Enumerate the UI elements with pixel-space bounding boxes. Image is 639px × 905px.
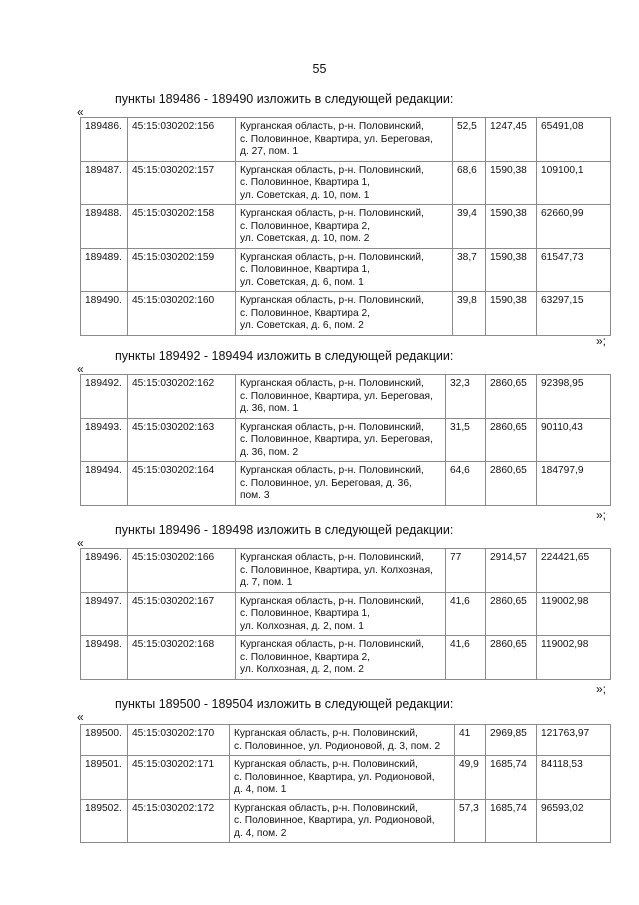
row-number-cell: 189496. <box>81 549 128 593</box>
table-row <box>81 205 611 249</box>
open-quote: « <box>77 362 84 376</box>
cadastral-number-cell: 45:15:030202:168 <box>128 636 236 680</box>
rate-cell: 1590,38 <box>486 292 537 336</box>
area-cell: 38,7 <box>453 248 486 292</box>
cadastral-number-cell: 45:15:030202:164 <box>128 462 236 506</box>
table-row <box>81 292 611 336</box>
area-cell: 57,3 <box>455 799 486 843</box>
table-row <box>81 725 611 756</box>
cadastral-number-cell: 45:15:030202:159 <box>128 248 236 292</box>
cadastral-number-cell: 45:15:030202:171 <box>128 756 230 800</box>
section-heading: пункты 189500 - 189504 изложить в следующей редакции: <box>115 697 454 711</box>
close-quote: »; <box>596 508 607 522</box>
address-cell: Курганская область, р-н. Половинский, с. Половинное, Квартира 1, ул. Советская, д. 6, пом. 1 <box>236 248 453 292</box>
rate-cell: 2860,65 <box>486 462 537 506</box>
cadastral-value-cell: 184797,9 <box>537 462 611 506</box>
section-heading: пункты 189492 - 189494 изложить в следующей редакции: <box>115 349 454 363</box>
area-cell: 49,9 <box>455 756 486 800</box>
table-row <box>81 375 611 419</box>
address-cell: Курганская область, р-н. Половинский, с. Половинное, Квартира 2, ул. Советская, д. 10, пом. 2 <box>236 205 453 249</box>
row-number-cell: 189487. <box>81 161 128 205</box>
row-number-cell: 189493. <box>81 418 128 462</box>
cadastral-number-cell: 45:15:030202:156 <box>128 118 236 162</box>
registry-table <box>80 117 611 336</box>
cadastral-number-cell: 45:15:030202:166 <box>128 549 236 593</box>
rate-cell: 2914,57 <box>486 549 537 593</box>
table-row <box>81 248 611 292</box>
area-cell: 41,6 <box>446 592 486 636</box>
registry-table <box>80 374 611 506</box>
open-quote: « <box>77 105 84 119</box>
cadastral-value-cell: 90110,43 <box>537 418 611 462</box>
cadastral-value-cell: 119002,98 <box>537 636 611 680</box>
cadastral-number-cell: 45:15:030202:160 <box>128 292 236 336</box>
section-heading: пункты 189486 - 189490 изложить в следующей редакции: <box>115 92 454 106</box>
address-cell: Курганская область, р-н. Половинский, с. Половинное, ул. Родионовой, д. 3, пом. 2 <box>230 725 455 756</box>
row-number-cell: 189488. <box>81 205 128 249</box>
cadastral-number-cell: 45:15:030202:157 <box>128 161 236 205</box>
area-cell: 39,4 <box>453 205 486 249</box>
cadastral-value-cell: 224421,65 <box>537 549 611 593</box>
rate-cell: 2860,65 <box>486 418 537 462</box>
cadastral-value-cell: 62660,99 <box>537 205 611 249</box>
rate-cell: 1590,38 <box>486 248 537 292</box>
rate-cell: 1590,38 <box>486 205 537 249</box>
cadastral-number-cell: 45:15:030202:167 <box>128 592 236 636</box>
row-number-cell: 189490. <box>81 292 128 336</box>
address-cell: Курганская область, р-н. Половинский, с. Половинное, Квартира, ул. Колхозная, д. 7, пом. 1 <box>236 549 446 593</box>
area-cell: 68,6 <box>453 161 486 205</box>
address-cell: Курганская область, р-н. Половинский, с. Половинное, Квартира, ул. Береговая, д. 36, пом. 2 <box>236 418 446 462</box>
table-row <box>81 549 611 593</box>
cadastral-value-cell: 96593,02 <box>537 799 611 843</box>
cadastral-value-cell: 65491,08 <box>537 118 611 162</box>
row-number-cell: 189497. <box>81 592 128 636</box>
cadastral-value-cell: 121763,97 <box>537 725 611 756</box>
close-quote: »; <box>596 682 607 696</box>
rate-cell: 1685,74 <box>486 799 537 843</box>
area-cell: 31,5 <box>446 418 486 462</box>
open-quote: « <box>77 710 84 724</box>
address-cell: Курганская область, р-н. Половинский, с. Половинное, Квартира 1, ул. Колхозная, д. 2, пом. 1 <box>236 592 446 636</box>
address-cell: Курганская область, р-н. Половинский, с. Половинное, Квартира 1, ул. Советская, д. 10, пом. 1 <box>236 161 453 205</box>
cadastral-number-cell: 45:15:030202:158 <box>128 205 236 249</box>
cadastral-value-cell: 119002,98 <box>537 592 611 636</box>
area-cell: 41 <box>455 725 486 756</box>
rate-cell: 1247,45 <box>486 118 537 162</box>
cadastral-number-cell: 45:15:030202:162 <box>128 375 236 419</box>
address-cell: Курганская область, р-н. Половинский, с. Половинное, Квартира 2, ул. Колхозная, д. 2, пом. 2 <box>236 636 446 680</box>
address-cell: Курганская область, р-н. Половинский, с. Половинное, Квартира, ул. Родионовой, д. 4, пом. 2 <box>230 799 455 843</box>
row-number-cell: 189489. <box>81 248 128 292</box>
row-number-cell: 189500. <box>81 725 128 756</box>
cadastral-value-cell: 63297,15 <box>537 292 611 336</box>
row-number-cell: 189486. <box>81 118 128 162</box>
area-cell: 77 <box>446 549 486 593</box>
row-number-cell: 189494. <box>81 462 128 506</box>
area-cell: 52,5 <box>453 118 486 162</box>
address-cell: Курганская область, р-н. Половинский, с. Половинное, Квартира, ул. Родионовой, д. 4, пом. 1 <box>230 756 455 800</box>
cadastral-number-cell: 45:15:030202:172 <box>128 799 230 843</box>
page-number: 55 <box>312 62 327 76</box>
registry-table <box>80 548 611 680</box>
table-row <box>81 636 611 680</box>
area-cell: 41,6 <box>446 636 486 680</box>
row-number-cell: 189498. <box>81 636 128 680</box>
rate-cell: 2860,65 <box>486 592 537 636</box>
row-number-cell: 189502. <box>81 799 128 843</box>
table-row <box>81 118 611 162</box>
address-cell: Курганская область, р-н. Половинский, с. Половинное, ул. Береговая, д. 36, пом. 3 <box>236 462 446 506</box>
row-number-cell: 189492. <box>81 375 128 419</box>
table-row <box>81 756 611 800</box>
cadastral-number-cell: 45:15:030202:163 <box>128 418 236 462</box>
rate-cell: 2969,85 <box>486 725 537 756</box>
rate-cell: 1590,38 <box>486 161 537 205</box>
table-row <box>81 592 611 636</box>
area-cell: 32,3 <box>446 375 486 419</box>
address-cell: Курганская область, р-н. Половинский, с. Половинное, Квартира 2, ул. Советская, д. 6, пом. 2 <box>236 292 453 336</box>
close-quote: »; <box>596 334 607 348</box>
row-number-cell: 189501. <box>81 756 128 800</box>
table-row <box>81 161 611 205</box>
area-cell: 64,6 <box>446 462 486 506</box>
rate-cell: 2860,65 <box>486 375 537 419</box>
area-cell: 39,8 <box>453 292 486 336</box>
rate-cell: 2860,65 <box>486 636 537 680</box>
registry-table <box>80 724 611 843</box>
cadastral-value-cell: 109100,1 <box>537 161 611 205</box>
table-row <box>81 418 611 462</box>
address-cell: Курганская область, р-н. Половинский, с. Половинное, Квартира, ул. Береговая, д. 27, пом. 1 <box>236 118 453 162</box>
section-heading: пункты 189496 - 189498 изложить в следующей редакции: <box>115 523 454 537</box>
address-cell: Курганская область, р-н. Половинский, с. Половинное, Квартира, ул. Береговая, д. 36, пом. 1 <box>236 375 446 419</box>
table-row <box>81 799 611 843</box>
cadastral-number-cell: 45:15:030202:170 <box>128 725 230 756</box>
open-quote: « <box>77 536 84 550</box>
table-row <box>81 462 611 506</box>
cadastral-value-cell: 61547,73 <box>537 248 611 292</box>
rate-cell: 1685,74 <box>486 756 537 800</box>
cadastral-value-cell: 92398,95 <box>537 375 611 419</box>
cadastral-value-cell: 84118,53 <box>537 756 611 800</box>
